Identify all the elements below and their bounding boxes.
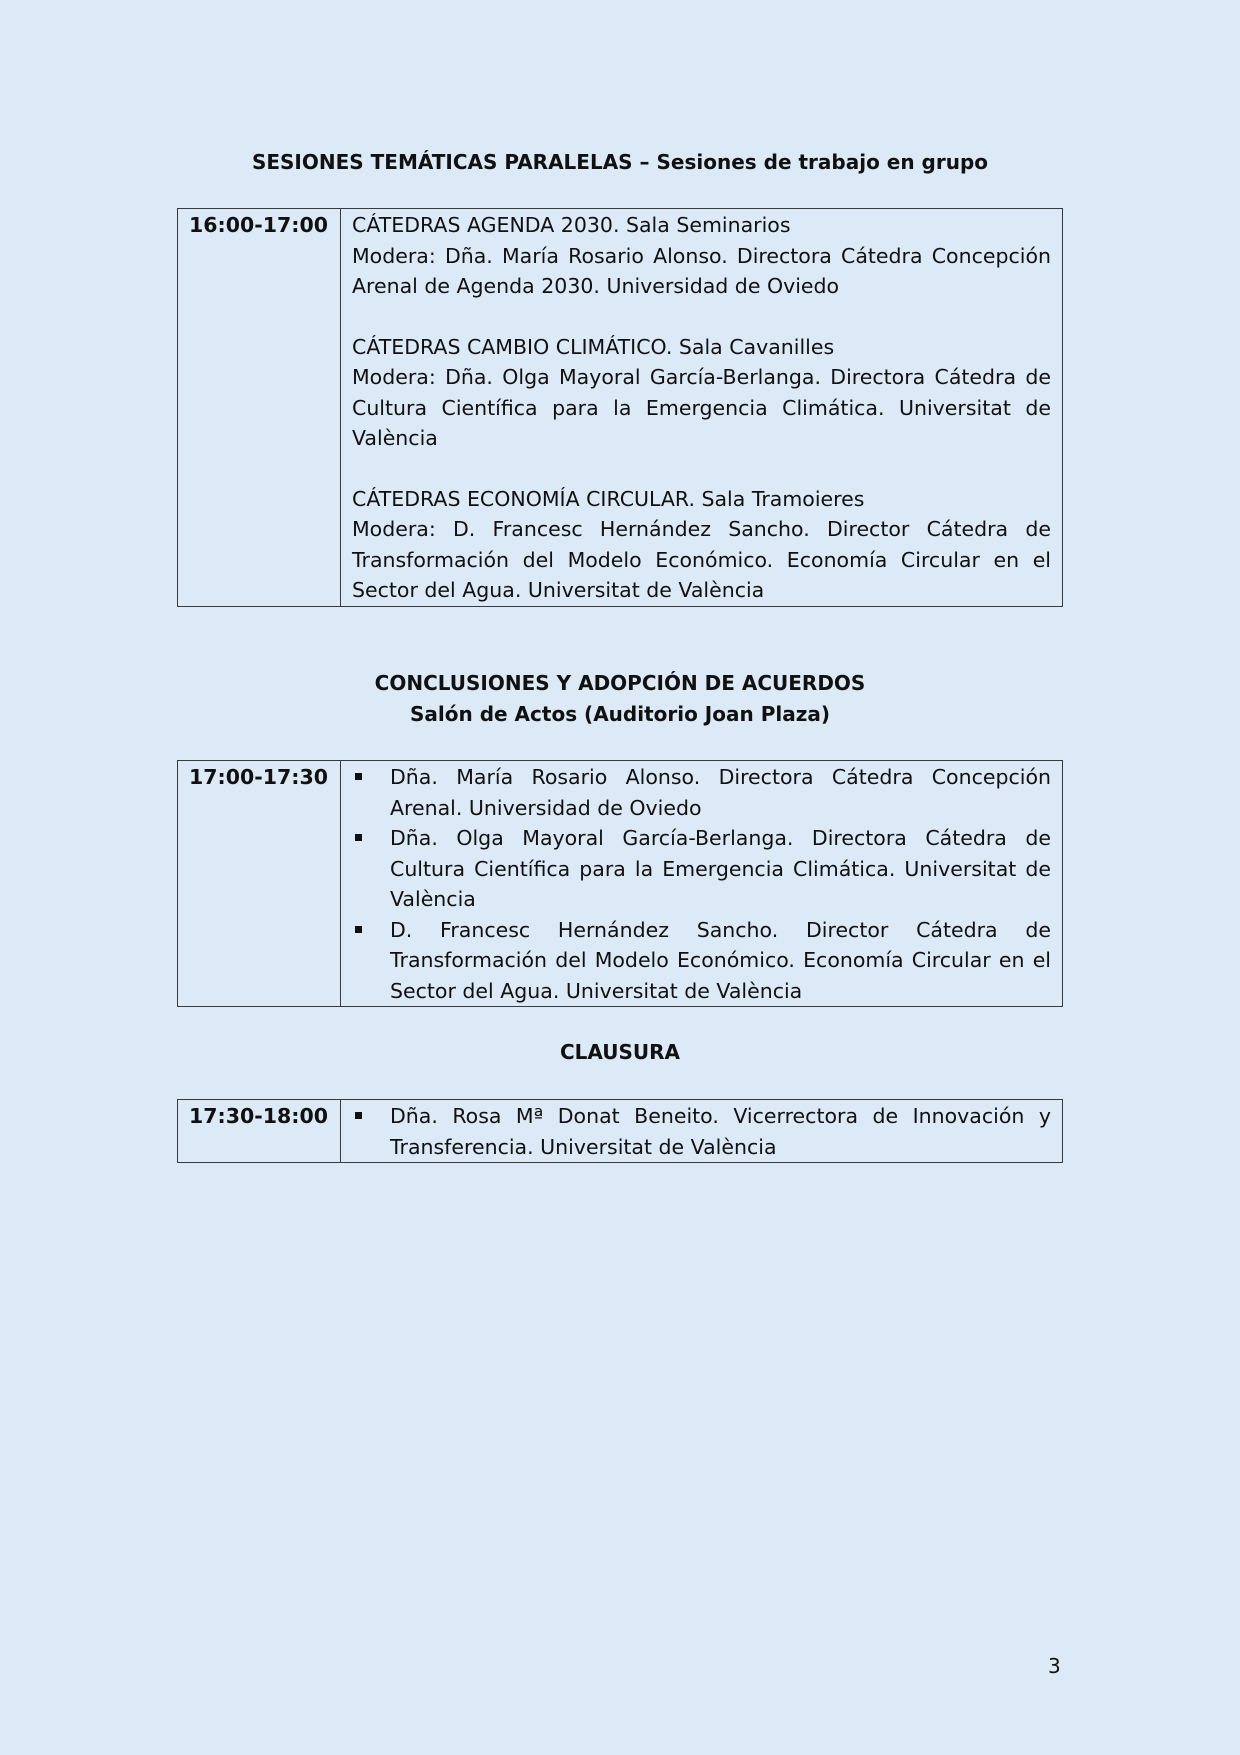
session-block: [352, 332, 1051, 454]
session-title: CÁTEDRAS ECONOMÍA CIRCULAR. Sala Tramoieres: [352, 486, 865, 511]
table-row: [178, 1100, 1063, 1163]
section-heading-sesiones: SESIONES TEMÁTICAS PARALELAS – Sesiones de trabajo en grupo: [251, 150, 989, 174]
schedule-table-conclusiones: [177, 760, 1063, 1007]
session-moderator: Modera: Dña. Olga Mayoral García-Berlanga. Directora Cátedra de Cultura Científica para la Emergencia Climática. Universitat de València: [352, 365, 1051, 450]
section-subheading-line: Salón de Actos (Auditorio Joan Plaza): [410, 702, 830, 726]
schedule-table-sesiones: [177, 208, 1063, 607]
table-row: [178, 209, 1063, 607]
session-block: [352, 484, 1051, 606]
list-item: D. Francesc Hernández Sancho. Director Cátedra de Transformación del Modelo Económico. Economía Circular en el Sector del Agua. Universitat de València: [352, 915, 1051, 1007]
session-list: [341, 209, 1063, 607]
session-moderator: Modera: D. Francesc Hernández Sancho. Director Cátedra de Transformación del Modelo Económico. Economía Circular en el Sector del Agua. Universitat de València: [352, 517, 1051, 602]
session-title: CÁTEDRAS AGENDA 2030. Sala Seminarios: [352, 213, 791, 237]
section-heading-clausura: CLAUSURA: [559, 1040, 681, 1064]
time-slot: 17:00-17:30: [178, 761, 341, 1007]
table-row: [178, 761, 1063, 1007]
section-heading-line: CONCLUSIONES Y ADOPCIÓN DE ACUERDOS: [374, 671, 866, 695]
time-slot: 17:30-18:00: [178, 1100, 341, 1163]
participant-list: [341, 1100, 1063, 1163]
participant-list: [341, 761, 1063, 1007]
list-item: Dña. Olga Mayoral García-Berlanga. Directora Cátedra de Cultura Científica para la Emergencia Climática. Universitat de València: [352, 823, 1051, 915]
page-number: 3: [1048, 1654, 1061, 1678]
time-slot: 16:00-17:00: [178, 209, 341, 607]
schedule-table-clausura: [177, 1099, 1063, 1163]
list-item: Dña. María Rosario Alonso. Directora Cátedra Concepción Arenal. Universidad de Oviedo: [352, 762, 1051, 823]
session-block: [352, 210, 1051, 302]
session-moderator: Modera: Dña. María Rosario Alonso. Directora Cátedra Concepción Arenal de Agenda 2030. Universidad de Oviedo: [352, 243, 1051, 298]
session-title: CÁTEDRAS CAMBIO CLIMÁTICO. Sala Cavanilles: [352, 334, 835, 359]
section-heading-conclusiones: [177, 668, 1063, 730]
list-item: Dña. Rosa Mª Donat Beneito. Vicerrectora de Innovación y Transferencia. Universitat de València: [352, 1101, 1051, 1162]
